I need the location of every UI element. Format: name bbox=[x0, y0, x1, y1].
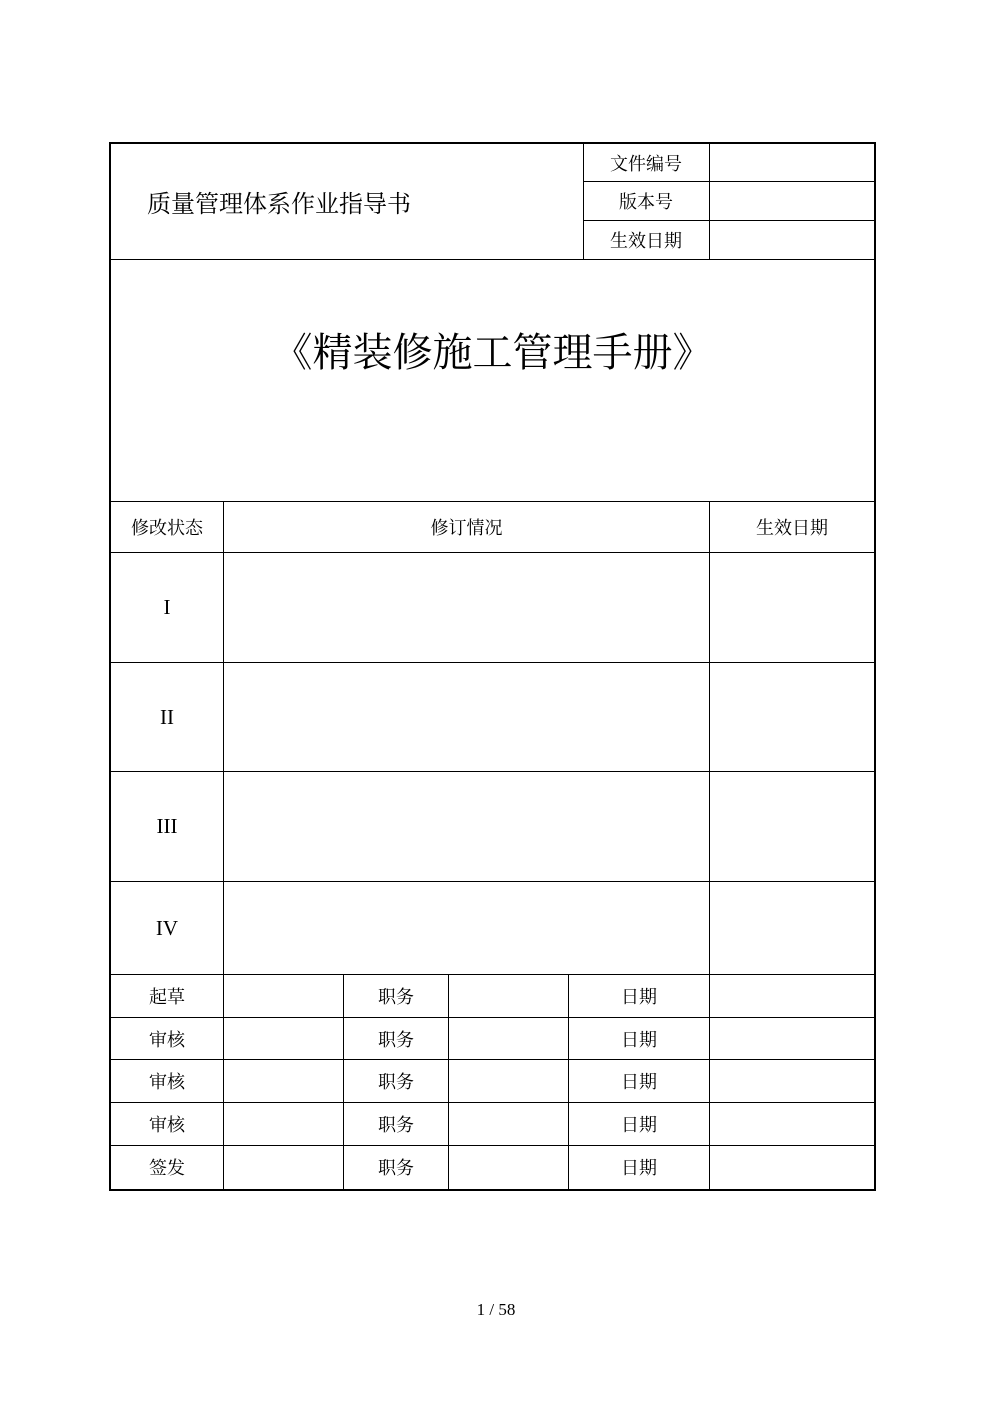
revision-details-field[interactable] bbox=[224, 882, 709, 974]
revision-date-field[interactable] bbox=[710, 882, 874, 974]
revision-status-header: 修改状态 bbox=[131, 518, 203, 539]
position-field[interactable] bbox=[449, 975, 568, 1017]
effective-date-field[interactable] bbox=[710, 221, 874, 259]
manual-type-title: 质量管理体系作业指导书 bbox=[147, 190, 411, 218]
signoff-role-cell: 审核 bbox=[149, 1115, 185, 1136]
revision-date-header: 生效日期 bbox=[756, 518, 828, 539]
revision-details-field[interactable] bbox=[224, 663, 709, 771]
position-field[interactable] bbox=[449, 1060, 568, 1102]
version-field[interactable] bbox=[710, 182, 874, 220]
document-title: 《精装修施工管理手册》 bbox=[272, 329, 713, 376]
date-label: 日期 bbox=[621, 987, 657, 1008]
date-field[interactable] bbox=[710, 1018, 874, 1059]
revision-status-cell: I bbox=[163, 595, 171, 619]
revision-details-field[interactable] bbox=[224, 772, 709, 881]
position-label: 职务 bbox=[378, 1158, 414, 1179]
revision-date-field[interactable] bbox=[710, 663, 874, 771]
position-field[interactable] bbox=[449, 1103, 568, 1145]
revision-date-field[interactable] bbox=[710, 772, 874, 881]
signoff-role-cell: 签发 bbox=[149, 1158, 185, 1179]
date-label: 日期 bbox=[621, 1072, 657, 1093]
signoff-name-field[interactable] bbox=[224, 1060, 343, 1102]
revision-status-cell: IV bbox=[155, 915, 179, 940]
file-number-field[interactable] bbox=[710, 144, 874, 181]
signoff-role-cell: 审核 bbox=[149, 1029, 185, 1051]
divider bbox=[111, 259, 874, 260]
date-field[interactable] bbox=[710, 1103, 874, 1145]
version-label: 版本号 bbox=[619, 192, 673, 213]
signoff-role-cell: 审核 bbox=[149, 1072, 185, 1093]
revision-details-field[interactable] bbox=[224, 553, 709, 662]
date-label: 日期 bbox=[621, 1115, 657, 1136]
position-field[interactable] bbox=[449, 1146, 568, 1188]
file-number-label: 文件编号 bbox=[610, 153, 682, 175]
date-field[interactable] bbox=[710, 1146, 874, 1188]
position-label: 职务 bbox=[378, 987, 414, 1008]
position-label: 职务 bbox=[378, 1115, 414, 1136]
revision-date-field[interactable] bbox=[710, 553, 874, 662]
revision-status-cell: III bbox=[156, 814, 178, 838]
revision-details-header: 修订情况 bbox=[430, 518, 503, 539]
page-number: 1 / 58 bbox=[476, 1300, 516, 1319]
date-label: 日期 bbox=[621, 1158, 657, 1179]
effective-date-label: 生效日期 bbox=[610, 231, 682, 252]
position-label: 职务 bbox=[378, 1072, 414, 1093]
date-field[interactable] bbox=[710, 975, 874, 1017]
date-label: 日期 bbox=[621, 1029, 657, 1051]
signoff-name-field[interactable] bbox=[224, 1146, 343, 1188]
revision-status-cell: II bbox=[160, 704, 174, 729]
signoff-name-field[interactable] bbox=[224, 975, 343, 1017]
position-field[interactable] bbox=[449, 1018, 568, 1059]
date-field[interactable] bbox=[710, 1060, 874, 1102]
position-label: 职务 bbox=[378, 1029, 414, 1051]
signoff-role-cell: 起草 bbox=[149, 987, 185, 1008]
signoff-name-field[interactable] bbox=[224, 1018, 343, 1059]
signoff-name-field[interactable] bbox=[224, 1103, 343, 1145]
document-form bbox=[109, 142, 876, 1191]
